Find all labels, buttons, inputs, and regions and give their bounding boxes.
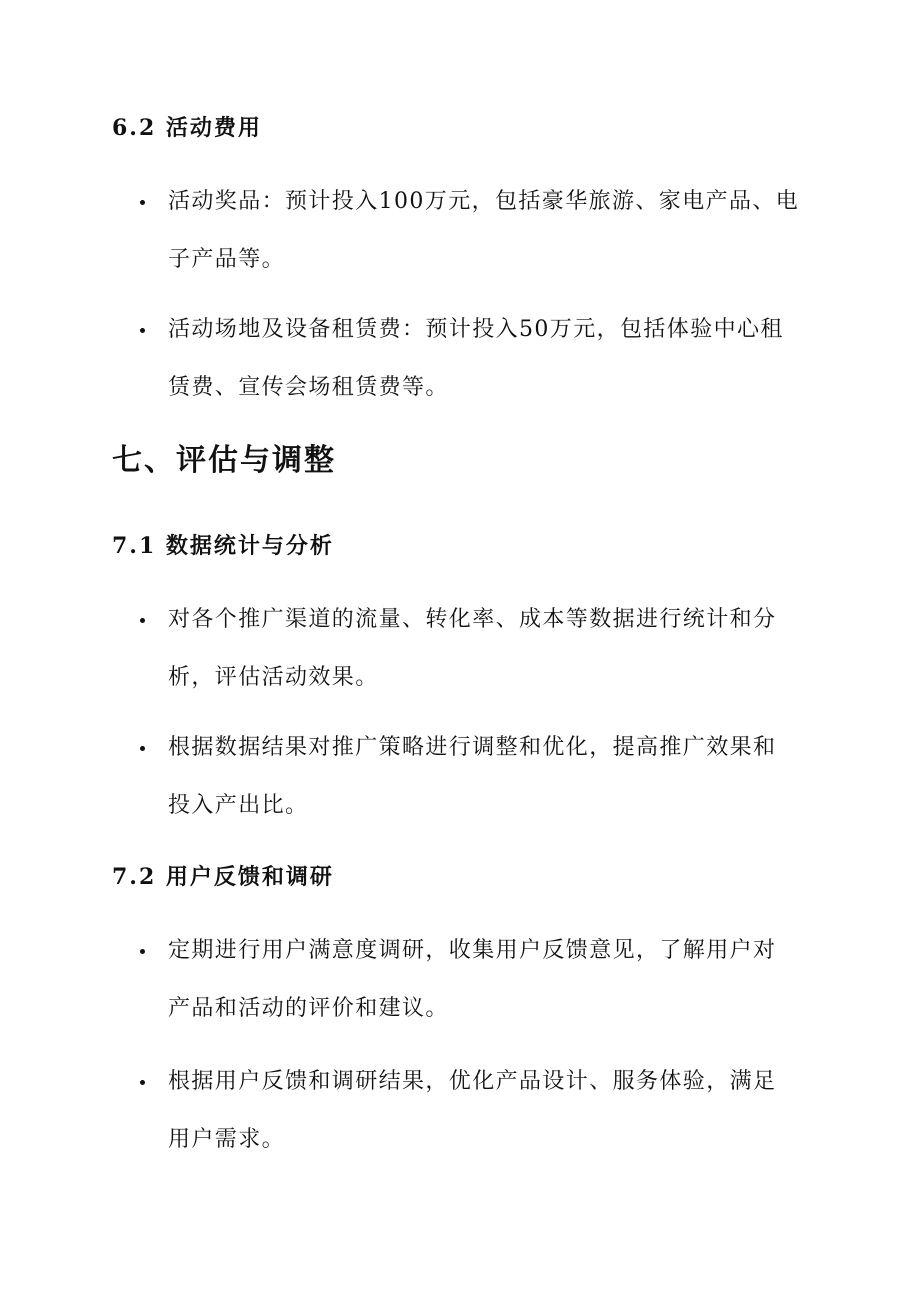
list-item-text: 活动奖品：预计投入100万元，包括豪华旅游、家电产品、电 bbox=[168, 189, 800, 214]
chapter-heading-7: 七、评估与调整 bbox=[112, 443, 336, 478]
list-item-text: 定期进行用户满意度调研，收集用户反馈意见，了解用户对 bbox=[168, 938, 777, 963]
list-item-text-continued: 产品和活动的评价和建议。 bbox=[168, 996, 449, 1021]
section-heading-7-1: 7.1 数据统计与分析 bbox=[112, 533, 334, 559]
list-item bbox=[140, 922, 820, 1038]
bullet-icon bbox=[140, 1080, 145, 1085]
bullet-icon bbox=[140, 328, 145, 333]
list-item-text: 活动场地及设备租赁费：预计投入50万元，包括体验中心租 bbox=[168, 317, 784, 342]
list-item-text-continued: 用户需求。 bbox=[168, 1127, 286, 1152]
list-item-text-continued: 投入产出比。 bbox=[168, 793, 309, 818]
bullet-icon bbox=[140, 746, 145, 751]
list-item-text: 根据数据结果对推广策略进行调整和优化，提高推广效果和 bbox=[168, 735, 777, 760]
bullet-icon bbox=[140, 618, 145, 623]
list-item-text: 根据用户反馈和调研结果，优化产品设计、服务体验，满足 bbox=[168, 1069, 777, 1094]
list-item-text: 对各个推广渠道的流量、转化率、成本等数据进行统计和分 bbox=[168, 607, 777, 632]
bullet-icon bbox=[140, 949, 145, 954]
section-heading-6-2: 6.2 活动费用 bbox=[112, 115, 262, 141]
section-heading-7-2: 7.2 用户反馈和调研 bbox=[112, 864, 334, 890]
list-item-text-continued: 析，评估活动效果。 bbox=[168, 665, 379, 690]
list-item bbox=[140, 301, 820, 417]
list-item bbox=[140, 719, 820, 835]
list-item bbox=[140, 173, 820, 289]
list-item bbox=[140, 1053, 820, 1169]
bullet-icon bbox=[140, 200, 145, 205]
list-item bbox=[140, 591, 820, 707]
list-item-text-continued: 子产品等。 bbox=[168, 247, 286, 272]
list-item-text-continued: 赁费、宣传会场租赁费等。 bbox=[168, 375, 449, 400]
